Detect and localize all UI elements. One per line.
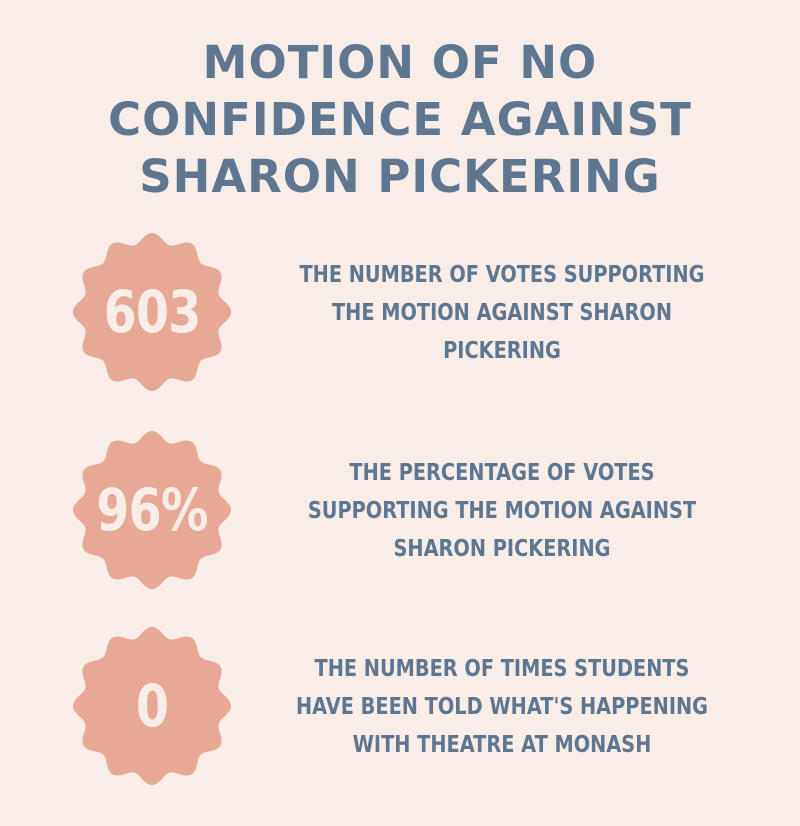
stat-description-line: THE MOTION AGAINST SHARON [331,300,673,326]
stat-description-line: SHARON PICKERING [393,536,611,562]
stat-description-line: SUPPORTING THE MOTION AGAINST [307,498,697,524]
stat-row-times-told [0,626,800,786]
stat-description-line: HAVE BEEN TOLD WHAT'S HAPPENING [295,694,709,720]
stat-value: 603 [103,278,201,346]
stat-value: 0 [135,672,169,740]
stat-value: 96% [96,476,208,544]
stat-description-line: PICKERING [443,338,561,364]
stat-row-percentage [0,430,800,590]
page-title [0,34,800,205]
stat-row-votes [0,232,800,392]
title-line: CONFIDENCE AGAINST [108,93,692,146]
title-line: SHARON PICKERING [139,150,661,203]
stat-description-line: WITH THEATRE AT MONASH [352,732,652,758]
stat-description-line: THE NUMBER OF TIMES STUDENTS [314,656,690,682]
stat-description-line: THE PERCENTAGE OF VOTES [349,460,655,486]
stat-description [252,256,752,370]
stat-description-line: THE NUMBER OF VOTES SUPPORTING [299,262,705,288]
scalloped-badge [72,626,232,786]
title-line: MOTION OF NO [202,36,598,89]
stat-description [252,650,752,764]
scalloped-badge [72,430,232,590]
stat-description [252,454,752,568]
scalloped-badge [72,232,232,392]
